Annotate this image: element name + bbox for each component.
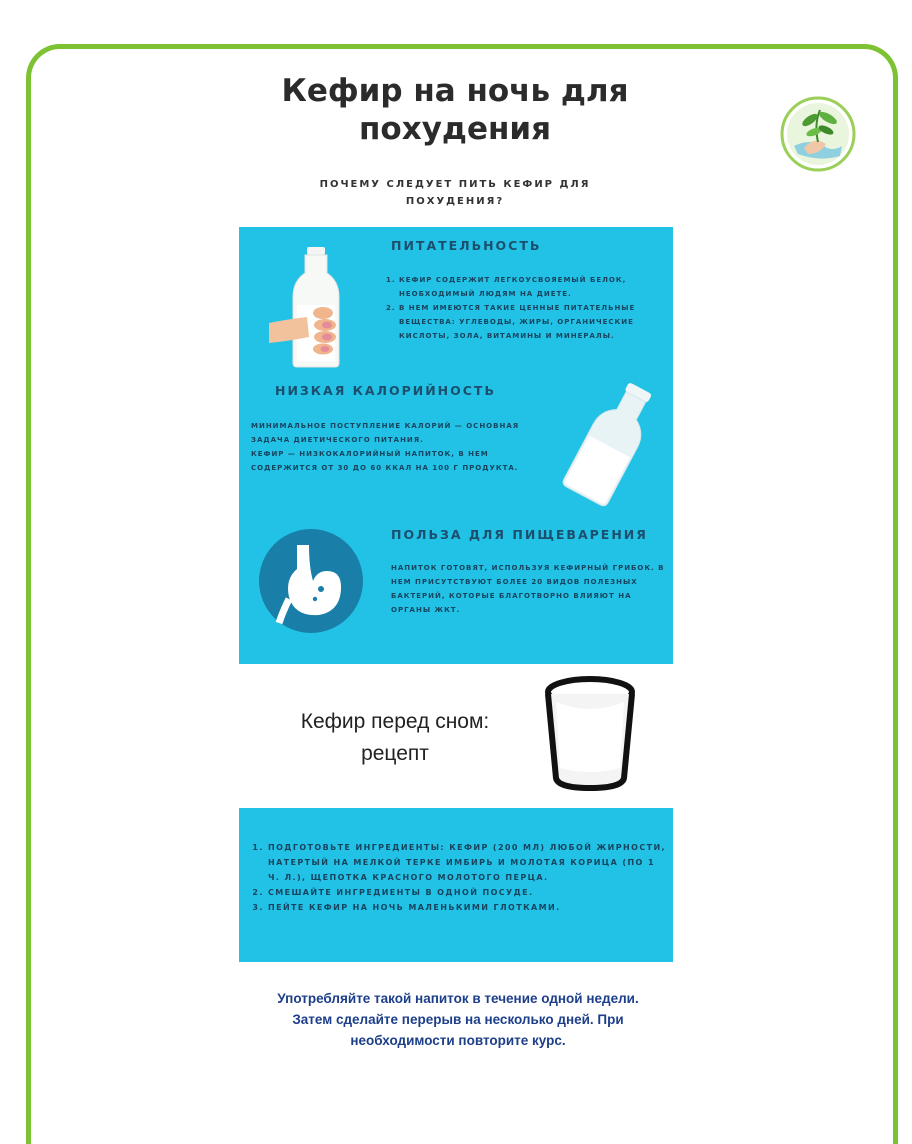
milk-bottle-in-hand-icon xyxy=(269,245,359,370)
page-title: Кефир на ночь для похудения xyxy=(281,73,629,147)
stomach-icon xyxy=(257,527,365,635)
leaf-logo-icon xyxy=(780,96,856,172)
benefits-panel xyxy=(239,227,673,664)
recipe-steps xyxy=(258,840,668,915)
milk-bottle-icon xyxy=(557,377,667,507)
list-item: 2. В НЕМ ИМЕЮТСЯ ТАКИЕ ЦЕННЫЕ ПИТАТЕЛЬНЫЕ ВЕЩЕСТВА: УГЛЕВОДЫ, ЖИРЫ, ОРГАНИЧЕСКИЕ КИСЛОТЫ, ЗОЛА, ВИТАМИНЫ И МИНЕРАЛЫ. xyxy=(399,301,661,343)
digestion-text: НАПИТОК ГОТОВЯТ, ИСПОЛЬЗУЯ КЕФИРНЫЙ ГРИБОК. В НЕМ ПРИСУТСТВУЮТ БОЛЕЕ 20 ВИДОВ ПОЛЕЗНЫХ БАКТЕРИЙ, КОТОРЫЕ БЛАГОТВОРНО ВЛИЯЮТ НА ОРГАНЫ ЖКТ. xyxy=(391,564,665,614)
low-calorie-text-1: МИНИМАЛЬНОЕ ПОСТУПЛЕНИЕ КАЛОРИЙ — ОСНОВНАЯ ЗАДАЧА ДИЕТИЧЕСКОГО ПИТАНИЯ. xyxy=(251,422,520,444)
recipe-heading-line-1: Кефир перед сном: xyxy=(300,710,490,733)
low-calorie-text-2: КЕФИР — НИЗКОКАЛОРИЙНЫЙ НАПИТОК, В НЕМ СОДЕРЖИТСЯ ОТ 30 ДО 60 ККАЛ НА 100 Г ПРОДУКТА. xyxy=(251,450,519,472)
footer-note: Употребляйте такой напиток в течение одной недели. Затем сделайте перерыв на несколько дней. При необходимости повторите курс. xyxy=(277,991,639,1048)
page-subtitle: ПОЧЕМУ СЛЕДУЕТ ПИТЬ КЕФИР ДЛЯ ПОХУДЕНИЯ? xyxy=(319,179,591,207)
list-item: 2. СМЕШАЙТЕ ИНГРЕДИЕНТЫ В ОДНОЙ ПОСУДЕ. xyxy=(268,885,668,900)
digestion-heading: ПОЛЬЗА ДЛЯ ПИЩЕВАРЕНИЯ xyxy=(391,527,648,542)
low-calorie-text xyxy=(251,419,547,475)
nutrition-heading: ПИТАТЕЛЬНОСТЬ xyxy=(391,238,542,253)
recipe-heading-line-2: рецепт xyxy=(361,742,429,765)
recipe-heading xyxy=(280,706,510,770)
low-calorie-heading: НИЗКАЯ КАЛОРИЙНОСТЬ xyxy=(275,383,496,398)
kefir-glass-icon xyxy=(540,672,640,794)
list-item: 1. КЕФИР СОДЕРЖИТ ЛЕГКОУСВОЯЕМЫЙ БЕЛОК, НЕОБХОДИМЫЙ ЛЮДЯМ НА ДИЕТЕ. xyxy=(399,273,661,301)
nutrition-list xyxy=(389,273,661,343)
list-item: 3. ПЕЙТЕ КЕФИР НА НОЧЬ МАЛЕНЬКИМИ ГЛОТКАМИ. xyxy=(268,900,668,915)
list-item: 1. ПОДГОТОВЬТЕ ИНГРЕДИЕНТЫ: КЕФИР (200 МЛ) ЛЮБОЙ ЖИРНОСТИ, НАТЕРТЫЙ НА МЕЛКОЙ ТЕРКЕ ИМБИРЬ И МОЛОТАЯ КОРИЦА (ПО 1 Ч. Л.), ЩЕПОТКА КРАСНОГО МОЛОТОГО ПЕРЦА. xyxy=(268,840,668,885)
